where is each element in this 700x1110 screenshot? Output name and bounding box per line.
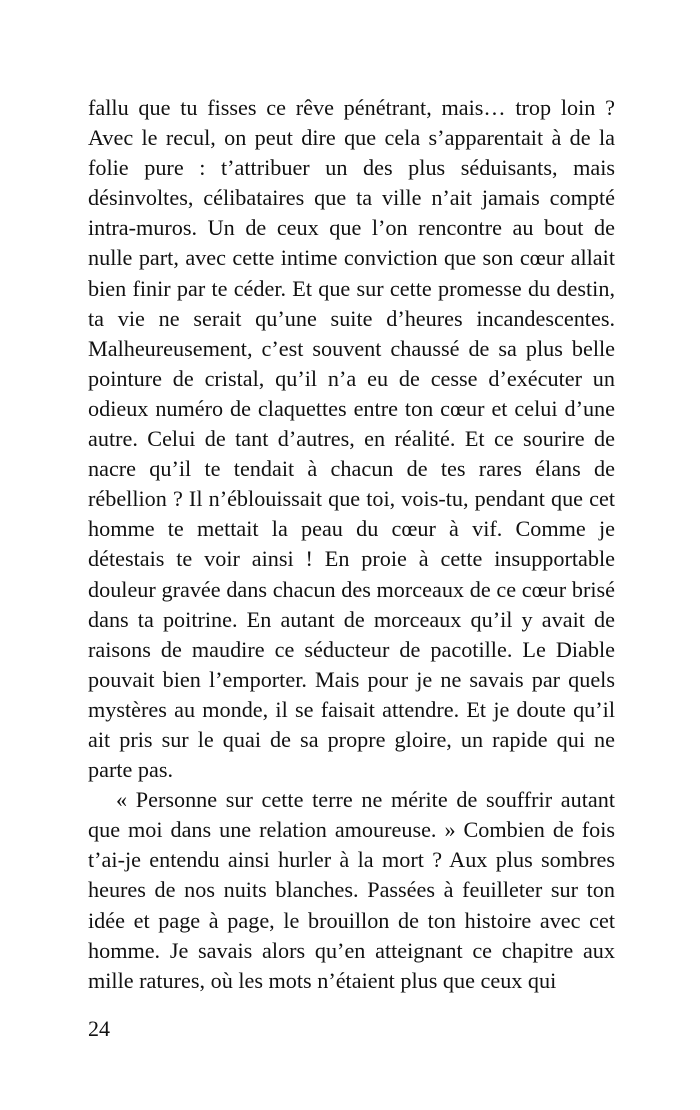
paragraph-1: fallu que tu fisses ce rêve pénétrant, mais… trop loin ? Avec le recul, on peut dire que cela s’apparentait à de la folie pure : t’attribuer un des plus séduisants, mais désinvoltes, célibataires que ta ville n’ait jamais compté intra-muros. Un de ceux que l’on rencontre au bout de nulle part, avec cette intime conviction que son cœur allait bien finir par te céder. Et que sur cette promesse du destin, ta vie ne serait qu’une suite d’heures incandescentes. Malheureusement, c’est souvent chaussé de sa plus belle pointure de cristal, qu’il n’a eu de cesse d’exécuter un odieux numéro de claquettes entre ton cœur et celui d’une autre. Celui de tant d’autres, en réalité. Et ce sourire de nacre qu’il te tendait à chacun de tes rares élans de rébellion ? Il n’éblouissait que toi, vois-tu, pendant que cet homme te mettait la peau du cœur à vif. Comme je détestais te voir ainsi ! En proie à cette insupportable douleur gravée dans chacun des morceaux de ce cœur brisé dans ta poitrine. En autant de morceaux qu’il y avait de raisons de maudire ce séducteur de pacotille. Le Diable pouvait bien l’emporter. Mais pour je ne savais par quels mystères au monde, il se faisait attendre. Et je doute qu’il ait pris sur le quai de sa propre gloire, un rapide qui ne parte pas. bbox=[88, 95, 615, 783]
page-body bbox=[88, 93, 615, 996]
paragraph-2: « Personne sur cette terre ne mérite de souffrir autant que moi dans une relation amoureuse. » Combien de fois t’ai-je entendu ainsi hurler à la mort ? Aux plus sombres heures de nos nuits blanches. Passées à feuilleter sur ton idée et page à page, le brouillon de ton histoire avec cet homme. Je savais alors qu’en atteignant ce chapitre aux mille ratures, où les mots n’étaient plus que ceux qui bbox=[88, 787, 615, 993]
page-number: 24 bbox=[88, 1016, 110, 1041]
